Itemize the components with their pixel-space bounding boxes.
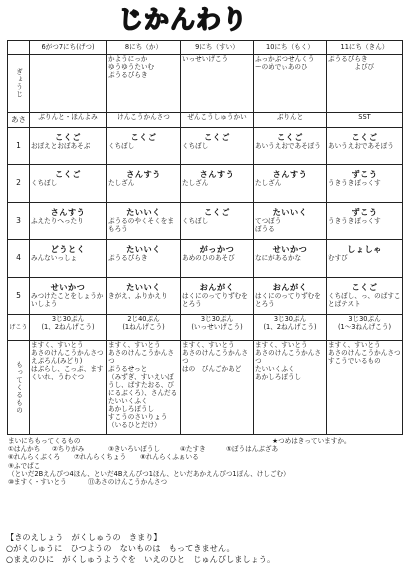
- dismissal-group: (1、2ねんげこう): [263, 323, 317, 332]
- lesson-cell: [327, 127, 403, 165]
- daily-items-notes: [8, 437, 402, 486]
- period-row: [8, 240, 403, 278]
- subject-name: こくご: [351, 281, 378, 292]
- dismissal-cell: [181, 315, 254, 341]
- lesson-cell: [107, 277, 181, 315]
- dismissal-row: [8, 315, 403, 341]
- subject-name: こくご: [130, 131, 157, 142]
- day-header: 10にち（もく）: [254, 41, 327, 55]
- lesson-topic: うきうきぼっくす: [328, 179, 381, 188]
- lesson-cell: [254, 165, 327, 203]
- bring-cell: ますく、すいとう あさのけんこうかんさつ えぷろん(みどり) はぶらし、こっぷ、ますくいれ、うわぐつ: [30, 341, 107, 435]
- day-header: 6がつ7にち(げつ): [30, 41, 107, 55]
- notes-item-row: [8, 453, 402, 461]
- morning-cell: けんこうかんさつ: [107, 112, 181, 127]
- notes-item: ⑤ぼうはんぶざあ: [226, 445, 279, 454]
- lesson-cell: [254, 240, 327, 278]
- subject-name: さんすう: [126, 169, 161, 180]
- row-label: あさ: [8, 112, 30, 127]
- lesson-cell: [30, 127, 107, 165]
- morning-cell: ぜんこうしゅうかい: [181, 112, 254, 127]
- notes-items: [8, 445, 402, 486]
- lesson-topic: みんないっしょ: [31, 254, 78, 263]
- notes-item-row: [8, 462, 402, 470]
- lesson-cell: [30, 165, 107, 203]
- dismissal-group: (1～3ねんげこう): [337, 323, 392, 332]
- lesson-cell: [107, 127, 181, 165]
- subject-name: たいいく: [126, 244, 161, 255]
- subject-name: こくご: [54, 169, 82, 180]
- subject-name: せいかつ: [272, 244, 308, 255]
- subject-name: さんすう: [50, 206, 86, 217]
- subject-name: がっかつ: [199, 244, 235, 255]
- lesson-topic: みつけたことをしょうかいしよう: [31, 291, 104, 308]
- lesson-cell: [254, 127, 327, 165]
- notes-item: ⑩ますく・すいとう: [8, 478, 67, 487]
- lesson-topic: はくにのってりずむをとろう: [255, 291, 321, 308]
- lesson-topic: ぷうるのやくそくをまもろう: [108, 216, 174, 233]
- rules-line: ○まえのひに がくしゅうようぐを いえのひと じゅんびしましょう。: [6, 554, 276, 564]
- lesson-cell: [30, 202, 107, 240]
- row-label: げこう: [8, 315, 30, 341]
- dismissal-cell: [327, 315, 403, 341]
- day-header: 8にち（か）: [107, 41, 181, 55]
- lesson-topic: なにがあるかな: [255, 254, 302, 263]
- lesson-cell: [181, 165, 254, 203]
- day-header: 9にち（すい）: [181, 41, 254, 55]
- morning-row: [8, 112, 403, 127]
- notes-item-row: [8, 470, 402, 478]
- lesson-topic: あいうえおであそぼう: [328, 141, 394, 150]
- notes-item: ②ちりがみ: [52, 445, 85, 454]
- subject-name: しょしゃ: [347, 244, 382, 255]
- lesson-cell: [327, 240, 403, 278]
- bring-cell: ますく、すいとう あさのけんこうかんさつ はの びんごかあど: [181, 341, 254, 435]
- notes-item-row: [8, 478, 402, 486]
- period-number: 5: [8, 277, 30, 315]
- dismissal-time: 3じ30ぷん: [348, 315, 381, 324]
- lesson-topic: うきうきぼっくす: [328, 216, 381, 225]
- dismissal-group: (1、2ねんげこう): [41, 323, 95, 332]
- lesson-topic: くちぼし: [108, 141, 135, 150]
- period-number: 4: [8, 240, 30, 278]
- dismissal-time: 3じ30ぷん: [200, 315, 234, 324]
- study-rules: [6, 532, 406, 565]
- subject-name: こくご: [203, 131, 231, 142]
- lesson-cell: [107, 165, 181, 203]
- rules-line: ○がくしゅうに ひつようの ないものは もってきません。: [6, 543, 235, 553]
- dismissal-time: 3じ30ぷん: [273, 315, 307, 324]
- lesson-topic: ふえたりへったり: [31, 216, 84, 225]
- subject-name: どうとく: [50, 244, 86, 255]
- lesson-cell: [181, 277, 254, 315]
- subject-name: ずこう: [351, 206, 378, 217]
- lesson-topic: ぷうるびらき: [108, 254, 148, 263]
- event-cell: [30, 54, 107, 112]
- lesson-topic: てつぼう ぼうる: [255, 216, 282, 233]
- lesson-topic: くちぼし: [31, 179, 58, 188]
- subject-name: おんがく: [199, 281, 235, 292]
- dismissal-cell: [30, 315, 107, 341]
- lesson-topic: たしざん: [182, 179, 209, 188]
- lesson-cell: [327, 277, 403, 315]
- subject-name: ずこう: [351, 169, 378, 180]
- row-label: ぎょうじ: [8, 54, 30, 112]
- dismissal-cell: [107, 315, 181, 341]
- corner-cell: [8, 41, 30, 55]
- subject-name: こくご: [351, 131, 378, 142]
- events-row: [8, 54, 403, 112]
- period-row: [8, 165, 403, 203]
- row-label: もってくるもの: [8, 341, 30, 435]
- bring-cell: ますく、すいとう あさのけんこうかんさつ たいいくふく あかしろぼうし: [254, 341, 327, 435]
- notes-item: ④たすき: [180, 445, 206, 454]
- notes-item: ⑧れんらくふぁいる: [140, 453, 199, 462]
- subject-name: せいかつ: [50, 281, 86, 292]
- nail-reminder: ★つめはきっていますか。: [272, 437, 351, 445]
- notes-heading-row: [8, 437, 402, 445]
- bring-row: [8, 341, 403, 435]
- subject-name: さんすう: [272, 169, 308, 180]
- subject-name: こくご: [276, 131, 304, 142]
- lesson-topic: むすび: [328, 254, 348, 263]
- lesson-topic: あめのひのあそび: [182, 254, 235, 263]
- dismissal-group: (いっせいげこう): [191, 323, 243, 332]
- subject-name: たいいく: [126, 206, 161, 217]
- period-number: 1: [8, 127, 30, 165]
- subject-name: こくご: [203, 206, 231, 217]
- event-cell: いっせいげこう: [181, 54, 254, 112]
- dismissal-time: 2じ40ぷん: [127, 315, 160, 324]
- lesson-cell: [107, 240, 181, 278]
- notes-item: （といだ2Bえんぴつ4ほん、といだ4Bえんぴつ1ほん、といだあかえんぴつ1ぽん、けしごむ）: [8, 469, 290, 478]
- notes-heading: まいにちもってくるもの: [8, 437, 81, 445]
- lesson-topic: くちぼし: [182, 141, 209, 150]
- lesson-cell: [327, 202, 403, 240]
- period-row: [8, 127, 403, 165]
- timetable: [7, 40, 403, 435]
- lesson-cell: [327, 165, 403, 203]
- subject-name: おんがく: [272, 281, 308, 292]
- lesson-topic: たしざん: [108, 179, 135, 188]
- notes-item: ③きいろいぼうし: [108, 445, 161, 454]
- notes-item: ⑨ふでばこ: [8, 461, 41, 470]
- morning-cell: ぶりんと・ほんよみ: [30, 112, 107, 127]
- lesson-cell: [30, 240, 107, 278]
- event-cell: ふっかぶつせんくう ーのめでぃあのひ: [254, 54, 327, 112]
- lesson-topic: きがえ、ふりかえり: [108, 291, 168, 300]
- lesson-cell: [181, 127, 254, 165]
- period-row: [8, 202, 403, 240]
- notes-item: ⑦れんらくちょう: [74, 453, 127, 462]
- lesson-topic: はくにのってりずむをとろう: [182, 291, 248, 308]
- period-number: 3: [8, 202, 30, 240]
- lesson-topic: おぼえとおぼあそぶ: [31, 141, 91, 150]
- notes-item: ⑥れんらくぶくろ: [8, 453, 61, 462]
- lesson-cell: [181, 240, 254, 278]
- bring-cell: ますく、すいとう あさのけんこうかんさつ すこうでいるもの: [327, 341, 403, 435]
- lesson-cell: [254, 277, 327, 315]
- period-number: 2: [8, 165, 30, 203]
- bring-cell: ますく、すいとう あさのけんこうかんさつ ぷうるせっと （みずぎ、すいえいぼうし、ばすたおる、びにるぶくろ）、さんだる たいいくふく あかしろぼうし すこうのさいりょう（いるひとだけ）: [107, 341, 181, 435]
- lesson-cell: [254, 202, 327, 240]
- lesson-topic: くちぼし: [182, 216, 209, 225]
- dismissal-time: 3じ30ぷん: [51, 315, 85, 324]
- event-cell: ぷうるびらき よびび: [327, 54, 403, 112]
- dismissal-group: (1ねんげこう): [122, 323, 165, 332]
- lesson-topic: たしざん: [255, 179, 282, 188]
- lesson-cell: [30, 277, 107, 315]
- lesson-cell: [107, 202, 181, 240]
- lesson-topic: くちぼし、っ、のばすことばテスト: [328, 291, 401, 308]
- lesson-topic: あいうえおであそぼう: [255, 141, 321, 150]
- header-row: [8, 41, 403, 55]
- subject-name: たいいく: [126, 281, 161, 292]
- subject-name: さんすう: [199, 169, 235, 180]
- page-title: じかんわり: [118, 5, 249, 34]
- subject-name: こくご: [54, 131, 82, 142]
- notes-item: ⑪あさのけんこうかんさつ: [88, 478, 168, 487]
- notes-item: ①はんかち: [8, 445, 41, 454]
- morning-cell: ぶりんと: [254, 112, 327, 127]
- morning-cell: SST: [327, 112, 403, 127]
- dismissal-cell: [254, 315, 327, 341]
- notes-item-row: [8, 445, 402, 453]
- period-row: [8, 277, 403, 315]
- day-header: 11にち（きん）: [327, 41, 403, 55]
- rules-title: 【きのえしょう がくしゅうの きまり】: [6, 532, 162, 542]
- subject-name: たいいく: [272, 206, 308, 217]
- event-cell: かようにっか ゆうゆうたいむ ぷうるびらき: [107, 54, 181, 112]
- lesson-cell: [181, 202, 254, 240]
